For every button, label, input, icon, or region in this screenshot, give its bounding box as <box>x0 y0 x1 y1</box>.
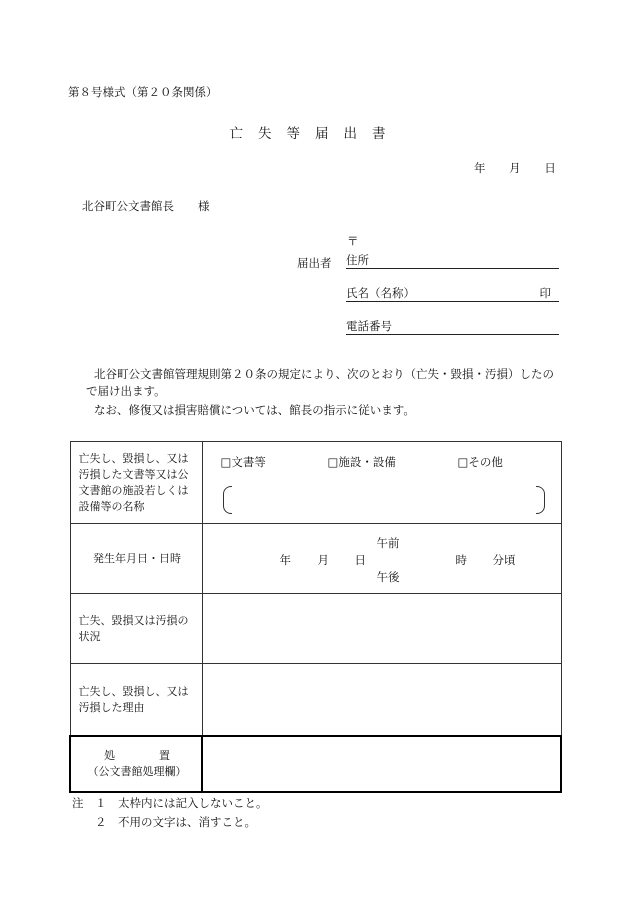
situation-cell[interactable] <box>202 594 561 664</box>
table-row-processing <box>70 736 561 792</box>
processing-label-top: 処 置 <box>104 749 170 762</box>
body-paragraph-2: なお、修復又は損害賠償については、館長の指示に従います。 <box>94 403 415 417</box>
address-field[interactable] <box>346 252 559 269</box>
postal-mark: 〒 <box>347 234 359 248</box>
datetime-minute: 分頃 <box>492 553 516 567</box>
date-day: 日 <box>544 161 556 175</box>
table-row-item-name <box>70 442 561 524</box>
address-label: 住所 <box>346 253 369 267</box>
document-title: 亡失等届出書 <box>229 126 401 142</box>
reason-label: 亡失し、毀損し、又は汚損した理由 <box>70 664 202 737</box>
datetime-am: 午前 <box>376 536 400 550</box>
bracket-right <box>536 486 545 514</box>
addressee <box>82 198 210 214</box>
datetime-label: 発生年月日・日時 <box>70 524 202 594</box>
datetime-cell[interactable] <box>202 524 561 594</box>
date-line <box>474 160 576 176</box>
seal-mark: 印 <box>539 286 551 300</box>
name-label: 氏名（名称） <box>346 286 415 300</box>
item-name-cell[interactable] <box>202 442 561 524</box>
processing-label <box>70 736 202 792</box>
body-text <box>70 366 580 419</box>
name-bracket <box>223 486 545 512</box>
note-1: 注 １ 太枠内には記入しないこと。 <box>72 796 268 810</box>
body-paragraph-1b: で届け出ます。 <box>86 384 166 398</box>
option-other[interactable]: □その他 <box>457 455 503 469</box>
body-paragraph-1a: 北谷町公文書館管理規則第２０条の規定により、次のとおり（亡失・毀損・汚損）したの <box>94 367 554 381</box>
date-month: 月 <box>509 161 521 175</box>
phone-field[interactable] <box>346 318 559 335</box>
datetime-year: 年 <box>279 553 291 567</box>
date-year: 年 <box>474 161 486 175</box>
datetime-month: 月 <box>317 553 329 567</box>
reporter-label: 届出者 <box>297 256 332 270</box>
table-row-reason <box>70 664 561 737</box>
addressee-name: 北谷町公文書館長 <box>82 199 174 213</box>
notes <box>72 794 268 832</box>
bracket-left <box>223 486 232 514</box>
datetime-day: 日 <box>354 553 366 567</box>
option-facilities[interactable]: □施設・設備 <box>327 455 396 469</box>
addressee-honorific: 様 <box>198 199 210 213</box>
processing-label-bottom: （公文書館処理欄） <box>87 765 187 778</box>
datetime-hour: 時 <box>455 553 467 567</box>
report-table <box>69 441 562 793</box>
datetime-pm: 午後 <box>376 570 400 584</box>
situation-label: 亡失、毀損又は汚損の状況 <box>70 594 202 664</box>
phone-label: 電話番号 <box>346 319 392 333</box>
table-row-datetime <box>70 524 561 594</box>
table-row-situation <box>70 594 561 664</box>
reason-cell[interactable] <box>202 664 561 737</box>
item-name-label: 亡失し、毀損し、又は汚損した文書等又は公文書館の施設若しくは設備等の名称 <box>70 442 202 524</box>
form-number: 第８号様式（第２０条関係） <box>68 85 218 99</box>
name-field[interactable] <box>346 285 559 302</box>
processing-cell <box>202 736 561 792</box>
option-documents[interactable]: □文書等 <box>220 455 266 469</box>
body-paragraph-1 <box>70 366 580 400</box>
note-2: ２ 不用の文字は、消すこと。 <box>72 815 256 829</box>
